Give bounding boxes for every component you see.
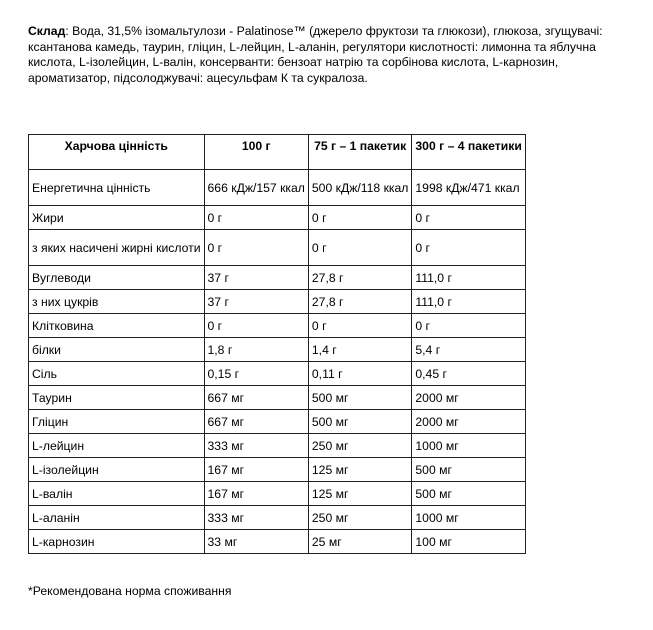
row-label-cell: Жири [29,206,205,230]
value-cell: 125 мг [308,482,411,506]
table-row [29,314,526,338]
value-cell: 667 мг [204,386,308,410]
value-cell: 167 мг [204,482,308,506]
value-cell: 2000 мг [412,410,525,434]
value-cell: 0 г [308,206,411,230]
value-cell: 0,15 г [204,362,308,386]
row-label-cell: L-карнозин [29,530,205,554]
value-cell: 500 мг [308,410,411,434]
table-row [29,362,526,386]
value-cell: 33 мг [204,530,308,554]
table-row [29,434,526,458]
value-cell: 0 г [204,314,308,338]
value-cell: 0 г [412,314,525,338]
table-row [29,386,526,410]
value-cell: 0 г [308,314,411,338]
row-label-cell: Енергетична цінність [29,170,205,206]
value-cell: 666 кДж/157 ккал [204,170,308,206]
value-cell: 250 мг [308,506,411,530]
nutrition-table [28,134,526,554]
value-cell: 667 мг [204,410,308,434]
value-cell: 500 кДж/118 ккал [308,170,411,206]
row-label-cell: L-аланін [29,506,205,530]
row-label-cell: Гліцин [29,410,205,434]
value-cell: 5,4 г [412,338,525,362]
table-header-row [29,135,526,170]
table-row [29,266,526,290]
value-cell: 500 мг [308,386,411,410]
row-label-cell: Сіль [29,362,205,386]
table-row [29,230,526,266]
value-cell: 0 г [308,230,411,266]
header-cell-100g: 100 г [204,135,308,170]
value-cell: 0 г [412,230,525,266]
value-cell: 27,8 г [308,266,411,290]
table-row [29,482,526,506]
row-label-cell: білки [29,338,205,362]
value-cell: 1000 мг [412,506,525,530]
row-label-cell: Таурин [29,386,205,410]
value-cell: 37 г [204,290,308,314]
table-row [29,290,526,314]
table-row [29,506,526,530]
header-cell-4-sachets: 300 г – 4 пакетики [412,135,525,170]
value-cell: 250 мг [308,434,411,458]
header-cell-nutrition: Харчова цінність [29,135,205,170]
value-cell: 1,8 г [204,338,308,362]
row-label-cell: L-лейцин [29,434,205,458]
value-cell: 333 мг [204,506,308,530]
value-cell: 1998 кДж/471 ккал [412,170,525,206]
row-label-cell: Вуглеводи [29,266,205,290]
value-cell: 1000 мг [412,434,525,458]
value-cell: 333 мг [204,434,308,458]
table-row [29,458,526,482]
composition-label: Склад [28,24,66,38]
value-cell: 0 г [412,206,525,230]
table-row [29,206,526,230]
composition-text: : Вода, 31,5% ізомальтулози - Palatinose™ (джерело фруктози та глюкози), глюкоза, згущувачі: ксантанова камедь, таурин, гліцин, L-лейцин, L-аланін, регулятори кислотності: лимонна та яблучна кислота, L-ізолейцин, L-валін, консерванти: бензоат натрію та сорбінова кислота, L-карнозин, ароматизатор, підсолоджувачі: ацесульфам К та сукралоза. [28,24,603,85]
header-cell-1-sachet: 75 г – 1 пакетик [308,135,411,170]
value-cell: 2000 мг [412,386,525,410]
value-cell: 111,0 г [412,266,525,290]
row-label-cell: L-валін [29,482,205,506]
value-cell: 167 мг [204,458,308,482]
composition-paragraph [28,24,628,86]
value-cell: 111,0 г [412,290,525,314]
value-cell: 0 г [204,230,308,266]
table-row [29,410,526,434]
value-cell: 25 мг [308,530,411,554]
table-row [29,170,526,206]
value-cell: 0 г [204,206,308,230]
value-cell: 500 мг [412,482,525,506]
value-cell: 37 г [204,266,308,290]
value-cell: 100 мг [412,530,525,554]
table-row [29,338,526,362]
row-label-cell: з них цукрів [29,290,205,314]
row-label-cell: з яких насичені жирні кислоти [29,230,205,266]
value-cell: 1,4 г [308,338,411,362]
table-row [29,530,526,554]
value-cell: 0,11 г [308,362,411,386]
row-label-cell: L-ізолейцин [29,458,205,482]
value-cell: 27,8 г [308,290,411,314]
footnote: *Рекомендована норма споживання [28,584,232,598]
value-cell: 125 мг [308,458,411,482]
row-label-cell: Клітковина [29,314,205,338]
value-cell: 0,45 г [412,362,525,386]
value-cell: 500 мг [412,458,525,482]
